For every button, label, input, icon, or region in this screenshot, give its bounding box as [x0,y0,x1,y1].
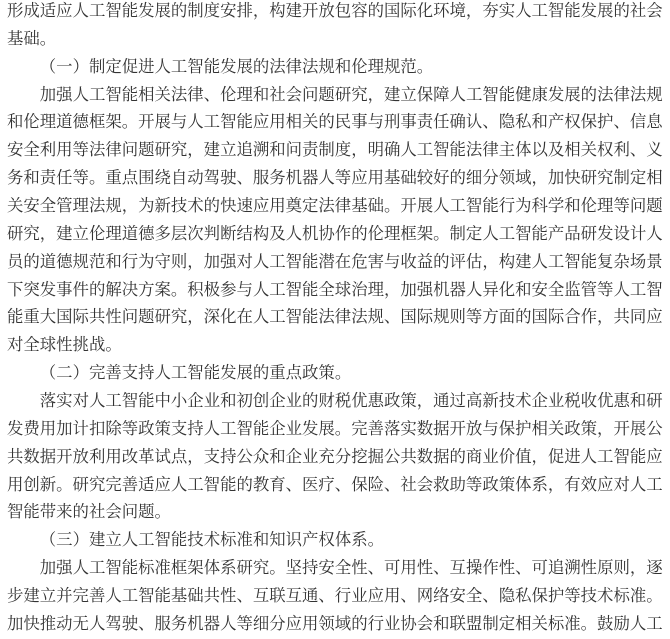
document-body [7,0,664,639]
text-line: 用创新。研究完善适应人工智能的教育、医疗、保险、社会救助等政策体系，有效应对人工 [7,475,663,494]
text-line: 加强人工智能相关法律、伦理和社会问题研究，建立保障人工智能健康发展的法律法规 [39,85,663,104]
text-line: 加强人工智能标准框架体系研究。坚持安全性、可用性、互操作性、可追溯性原则，逐 [39,559,663,578]
text-line: 能重大国际共性问题研究，深化在人工智能法律法规、国际规则等方面的国际合作，共同应 [7,308,663,327]
text-line: 研究，建立伦理道德多层次判断结构及人机协作的伦理框架。制定人工智能产品研发设计人 [7,224,663,243]
text-line: 对全球性挑战。 [7,336,122,355]
section-heading-line: （三）建立人工智能技术标准和知识产权体系。 [39,531,384,550]
text-line: 和伦理道德框架。开展与人工智能应用相关的民事与刑事责任确认、隐私和产权保护、信息 [7,113,663,132]
text-line: 下突发事件的解决方案。积极参与人工智能全球治理，加强机器人异化和安全监管等人工智 [7,280,663,299]
text-line: 务和责任等。重点围绕自动驾驶、服务机器人等应用基础较好的细分领域，加快研究制定相 [7,169,663,188]
text-line: 关安全管理法规，为新技术的快速应用奠定法律基础。开展人工智能行为科学和伦理等问题 [7,197,663,216]
text-line: 员的道德规范和行为守则，加强对人工智能潜在危害与收益的评估，构建人工智能复杂场景 [7,252,663,271]
text-line: 步建立并完善人工智能基础共性、互联互通、行业应用、网络安全、隐私保护等技术标准。 [7,587,663,606]
text-line: 加快推动无人驾驶、服务机器人等细分应用领域的行业协会和联盟制定相关标准。鼓励人工 [7,614,663,633]
text-line: 智能带来的社会问题。 [7,503,171,522]
text-line: 发费用加计扣除等政策支持人工智能企业发展。完善落实数据开放与保护相关政策，开展公 [7,419,663,438]
text-line: 基础。 [7,29,57,48]
text-line: 安全利用等法律问题研究，建立追溯和问责制度，明确人工智能法律主体以及相关权利、义 [7,141,663,160]
text-line: 共数据开放利用改革试点，支持公众和企业充分挖掘公共数据的商业价值，促进人工智能应 [7,447,663,466]
section-heading-line: （一）制定促进人工智能发展的法律法规和伦理规范。 [39,57,434,76]
text-line: 落实对人工智能中小企业和初创企业的财税优惠政策，通过高新技术企业税收优惠和研 [39,392,663,411]
section-heading-line: （二）完善支持人工智能发展的重点政策。 [39,364,352,383]
text-line: 形成适应人工智能发展的制度安排，构建开放包容的国际化环境，夯实人工智能发展的社会 [7,2,663,20]
